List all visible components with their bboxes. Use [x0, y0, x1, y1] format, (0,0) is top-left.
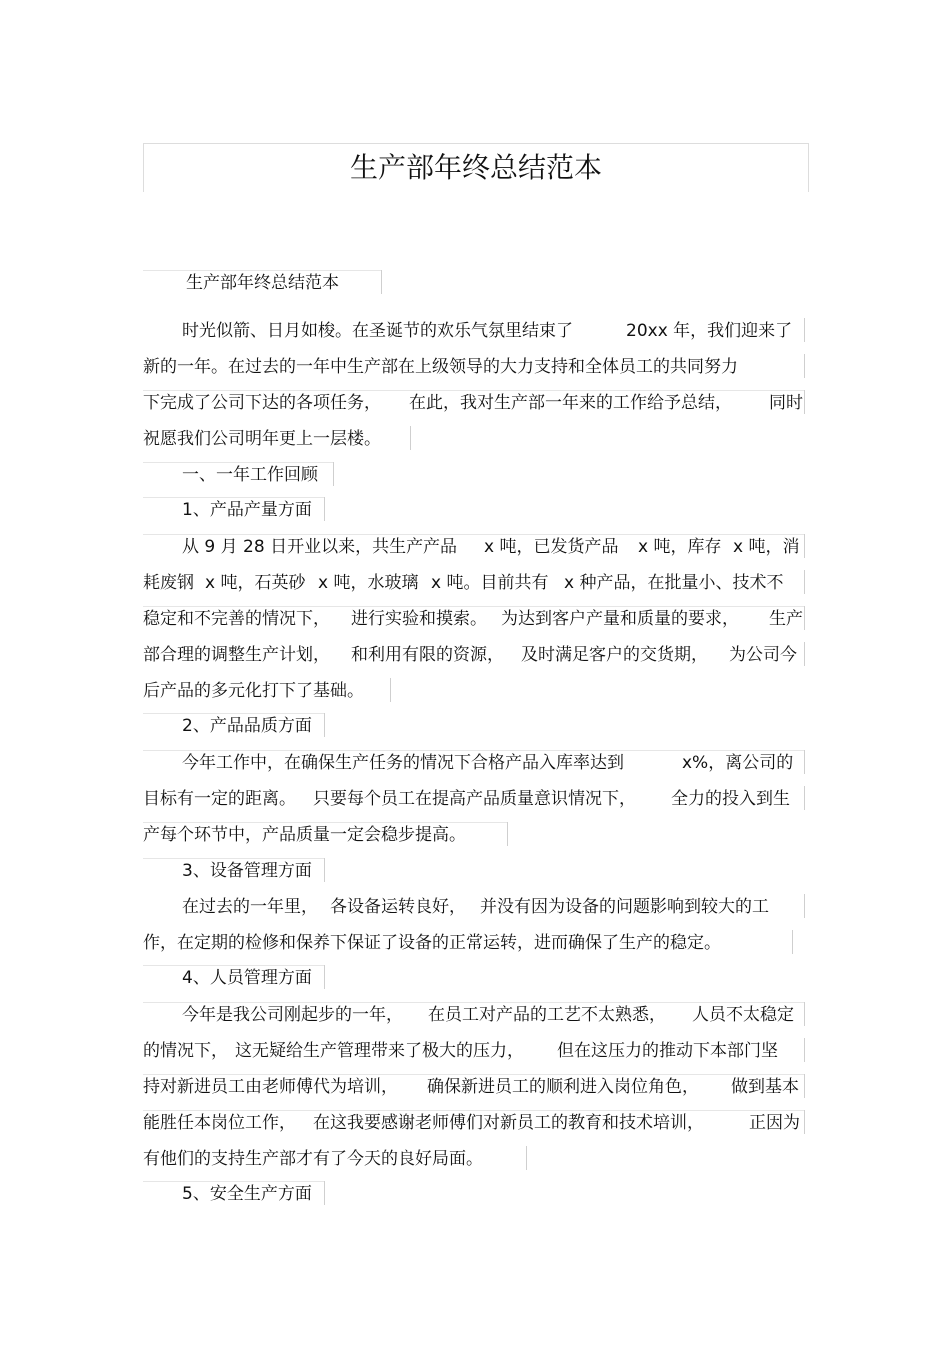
divider: [526, 1146, 527, 1170]
p5-line-2: [143, 1040, 803, 1062]
p2-line-3: [143, 608, 803, 630]
divider: [410, 426, 411, 450]
divider: [804, 534, 805, 558]
subsection-heading-2: 2、产品品质方面: [182, 716, 312, 736]
p5-line-3: [143, 1076, 803, 1098]
divider: [804, 1038, 805, 1062]
text-segment: x%，离公司的: [682, 753, 794, 773]
text-segment: x 吨，已发货产品: [484, 537, 619, 557]
divider: [804, 1110, 805, 1134]
divider: [324, 1181, 325, 1205]
p5-line-5: 有他们的支持生产部才有了今天的良好局面。: [143, 1149, 483, 1169]
p2-line-5: 后产品的多元化打下了基础。: [143, 681, 364, 701]
divider: [792, 930, 793, 954]
divider: [804, 570, 805, 594]
rule: [143, 390, 805, 391]
text-segment: 同时: [769, 393, 803, 413]
text-segment: 各设备运转良好，: [330, 897, 466, 917]
p1-line-4: 祝愿我们公司明年更上一层楼。: [143, 429, 381, 449]
divider: [507, 822, 508, 846]
text-segment: 的情况下，: [143, 1041, 228, 1061]
text-segment: 耗废钢: [143, 573, 194, 593]
rule: [143, 606, 805, 607]
text-segment: 今年是我公司刚起步的一年，: [182, 1005, 403, 1025]
text-segment: 并没有因为设备的问题影响到较大的工: [480, 897, 769, 917]
text-segment: x 吨，库存: [638, 537, 722, 557]
text-segment: 持对新进员工由老师傅代为培训，: [143, 1077, 398, 1097]
text-segment: 从 9 月 28 日开业以来，共生产产品: [182, 537, 458, 557]
p4-line-1: [182, 896, 802, 918]
rule: [143, 497, 324, 498]
subsection-heading-3: 3、设备管理方面: [182, 861, 312, 881]
text-segment: 人员不太稳定: [692, 1005, 794, 1025]
text-segment: x 吨，石英砂: [205, 573, 306, 593]
rule: [143, 534, 805, 535]
divider: [333, 462, 334, 486]
p3-line-3: 产每个环节中，产品质量一定会稳步提高。: [143, 825, 466, 845]
p5-line-1: [182, 1004, 802, 1026]
divider: [804, 606, 805, 630]
divider: [324, 497, 325, 521]
title-frame: [143, 143, 809, 192]
text-segment: 今年工作中，在确保生产任务的情况下合格产品入库率达到: [182, 753, 624, 773]
rule: [143, 822, 507, 823]
text-segment: 全力的投入到生: [671, 789, 790, 809]
text-segment: 在过去的一年里，: [182, 897, 318, 917]
text-segment: x 吨，水玻璃: [318, 573, 419, 593]
text-segment: 在员工对产品的工艺不太熟悉，: [428, 1005, 666, 1025]
text-segment: 能胜任本岗位工作，: [143, 1113, 296, 1133]
divider: [804, 786, 805, 810]
p2-line-4: [143, 644, 803, 666]
text-segment: 生产: [769, 609, 803, 629]
document-title: 生产部年终总结范本: [349, 151, 602, 184]
divider: [804, 642, 805, 666]
text-segment: x 吨，消: [733, 537, 800, 557]
text-segment: 为公司今: [729, 645, 797, 665]
rule: [143, 1181, 324, 1182]
rule: [143, 270, 381, 271]
text-segment: 为达到客户产量和质量的要求，: [501, 609, 739, 629]
rule: [143, 750, 805, 751]
text-segment: 做到基本: [731, 1077, 799, 1097]
subsection-heading-4: 4、人员管理方面: [182, 968, 312, 988]
text-segment: 只要每个员工在提高产品质量意识情况下，: [313, 789, 636, 809]
divider: [804, 390, 805, 414]
rule: [143, 1110, 805, 1111]
subtitle: 生产部年终总结范本: [186, 273, 339, 293]
text-segment: 和利用有限的资源，: [351, 645, 504, 665]
p1-line-1: [182, 320, 802, 342]
p1-line-2: 新的一年。在过去的一年中生产部在上级领导的大力支持和全体员工的共同努力: [143, 357, 738, 377]
rule: [143, 462, 333, 463]
text-segment: 稳定和不完善的情况下，: [143, 609, 330, 629]
divider: [804, 354, 805, 378]
divider: [390, 678, 391, 702]
rule: [143, 713, 324, 714]
subsection-heading-1: 1、产品产量方面: [182, 500, 312, 520]
divider: [804, 894, 805, 918]
divider: [804, 750, 805, 774]
p2-line-2: [143, 572, 803, 594]
rule: [143, 965, 324, 966]
divider: [324, 858, 325, 882]
divider: [381, 270, 382, 294]
text-segment: x 吨。目前共有: [431, 573, 549, 593]
divider: [324, 965, 325, 989]
divider: [804, 1074, 805, 1098]
text-segment: 20xx 年，我们迎来了: [626, 321, 793, 341]
text-segment: 目标有一定的距离。: [143, 789, 296, 809]
text-segment: x 种产品，在批量小、技术不: [564, 573, 784, 593]
text-segment: 确保新进员工的顺利进入岗位角色，: [427, 1077, 699, 1097]
p5-line-4: [143, 1112, 803, 1134]
text-segment: 部合理的调整生产计划，: [143, 645, 330, 665]
p3-line-2: [143, 788, 803, 810]
text-segment: 但在这压力的推动下本部门坚: [557, 1041, 778, 1061]
text-segment: 进行实验和摸索。: [351, 609, 487, 629]
rule: [143, 858, 324, 859]
text-segment: 下完成了公司下达的各项任务，: [143, 393, 381, 413]
text-segment: 正因为: [749, 1113, 800, 1133]
text-segment: 在这我要感谢老师傅们对新员工的教育和技术培训，: [313, 1113, 704, 1133]
divider: [324, 713, 325, 737]
p2-line-1: [182, 536, 802, 558]
section-heading: 一、一年工作回顾: [182, 465, 318, 485]
divider: [804, 318, 805, 342]
p1-line-3: [143, 392, 803, 414]
p3-line-1: [182, 752, 802, 774]
rule: [143, 1074, 805, 1075]
p4-line-2: 作，在定期的检修和保养下保证了设备的正常运转，进而确保了生产的稳定。: [143, 933, 721, 953]
text-segment: 这无疑给生产管理带来了极大的压力，: [235, 1041, 524, 1061]
text-segment: 时光似箭、日月如梭。在圣诞节的欢乐气氛里结束了: [182, 321, 573, 341]
text-segment: 及时满足客户的交货期，: [521, 645, 708, 665]
divider: [804, 1002, 805, 1026]
rule: [143, 1002, 805, 1003]
subsection-heading-5: 5、安全生产方面: [182, 1184, 312, 1204]
text-segment: 在此，我对生产部一年来的工作给予总结，: [409, 393, 732, 413]
